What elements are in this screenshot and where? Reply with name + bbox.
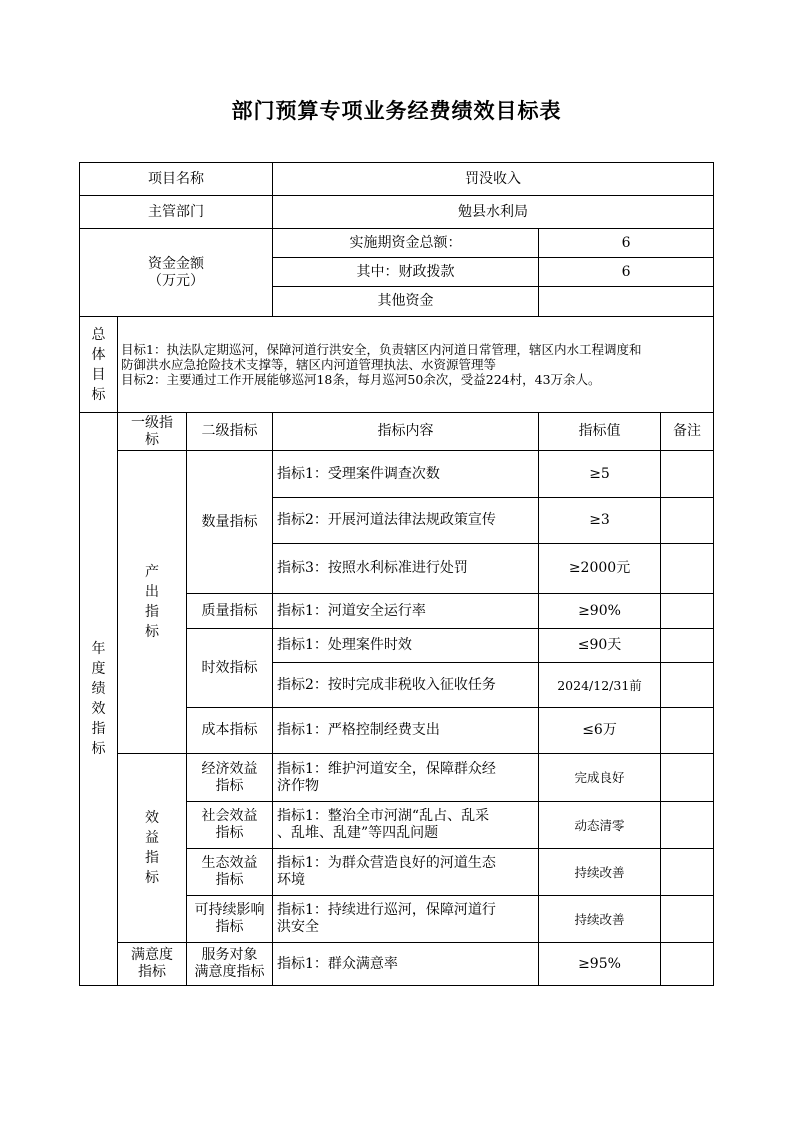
overall-goal-row [80,317,714,413]
content-line2: 济作物 [277,777,320,794]
funds-label [80,229,273,317]
department-label: 主管部门 [80,196,273,229]
timeliness-label: 时效指标 [187,629,273,708]
indicator-content: 指标2：开展河道法律法规政策宣传 [273,498,539,544]
economic-label-line2: 指标 [215,777,244,794]
indicator-content: 指标2：按时完成非税收入征收任务 [273,663,539,708]
header-level1 [118,413,187,451]
annual-label-char: 度 [91,661,106,677]
project-name-label: 项目名称 [80,163,273,196]
benefit-label-char: 益 [145,830,159,846]
funds-fiscal-value: 6 [539,258,714,287]
ecological-label-line1: 生态效益 [201,855,258,871]
header-level2: 二级指标 [187,413,273,451]
content-line1: 指标1：整治全市河湖“乱占、乱采 [277,808,490,824]
indicator-content [273,802,539,849]
funds-total-value: 6 [539,229,714,258]
funds-label-line2: （万元） [148,272,204,289]
indicator-remark [661,708,714,754]
header-remark: 备注 [661,413,714,451]
indicator-value: ≥2000元 [539,544,661,594]
social-label-line1: 社会效益 [201,808,258,824]
benefit-indicators-label [118,754,187,943]
indicator-remark [661,451,714,498]
indicator-content: 指标1：严格控制经费支出 [273,708,539,754]
department-row [80,196,714,229]
indicator-value: 持续改善 [539,849,661,896]
cost-label: 成本指标 [187,708,273,754]
goal-line-1: 目标1：执法队定期巡河，保障河道行洪安全，负责辖区内河道日常管理，辖区内水工程调度和 [121,342,642,357]
ecological-label [187,849,273,896]
indicator-value: ≥5 [539,451,661,498]
funds-other-label: 其他资金 [273,287,539,317]
funds-fiscal-label: 其中：财政拨款 [273,258,539,287]
indicator-content: 指标3：按照水利标准进行处罚 [273,544,539,594]
sustainable-label-line2: 指标 [215,919,244,935]
indicator-value: ≤6万 [539,708,661,754]
overall-goal-char: 目 [91,366,106,383]
overall-goal-char: 标 [91,386,106,403]
funds-label-line1: 资金金额 [148,255,204,272]
overall-goal-label [80,317,118,413]
indicator-value: 持续改善 [539,896,661,943]
economic-label [187,754,273,802]
annual-label-char: 年 [91,641,106,657]
header-level1-line1: 一级指 [131,414,173,431]
indicator-value: ≥90% [539,594,661,629]
satisfaction-label [118,943,187,986]
indicator-content [273,754,539,802]
indicator-remark [661,544,714,594]
indicator-remark [661,943,714,986]
indicator-value: 2024/12/31前 [539,663,661,708]
indicator-value: 完成良好 [539,754,661,802]
satisfaction-label-line2: 指标 [138,964,166,980]
department-value: 勉县水利局 [273,196,714,229]
indicator-remark [661,594,714,629]
service-satisfaction-line1: 服务对象 [201,947,258,963]
performance-table [79,162,714,986]
project-row [80,163,714,196]
project-name-value: 罚没收入 [273,163,714,196]
annual-label-char: 效 [91,701,106,717]
content-line2: 环境 [277,872,306,888]
indicator-value: ≥95% [539,943,661,986]
indicator-value: ≤90天 [539,629,661,663]
content-line1: 指标1：持续进行巡河，保障河道行 [277,902,496,918]
header-level1-line2: 标 [145,431,159,448]
service-satisfaction-label [187,943,273,986]
indicator-content: 指标1：群众满意率 [273,943,539,986]
ecological-label-line2: 指标 [215,872,244,888]
annual-label-char: 指 [91,721,106,737]
benefit-label-char: 标 [145,870,159,886]
annual-indicators-label [80,413,118,986]
indicator-value: 动态清零 [539,802,661,849]
service-satisfaction-line2: 满意度指标 [194,964,265,980]
output-label-char: 指 [145,604,159,620]
social-label [187,802,273,849]
satisfaction-label-line1: 满意度 [131,947,173,963]
quality-label: 质量指标 [187,594,273,629]
benefit-label-char: 指 [145,850,159,866]
economic-label-line1: 经济效益 [201,760,258,777]
indicator-value: ≥3 [539,498,661,544]
indicator-content: 指标1：河道安全运行率 [273,594,539,629]
indicator-remark [661,802,714,849]
sustainable-label-line1: 可持续影响 [194,902,265,918]
benefit-label-char: 效 [145,810,159,826]
output-label-char: 出 [145,584,159,600]
social-label-line2: 指标 [215,825,244,841]
indicator-content [273,849,539,896]
sustainable-label [187,896,273,943]
funds-total-row [80,229,714,258]
content-line1: 指标1：维护河道安全，保障群众经 [277,760,496,777]
annual-label-char: 绩 [91,681,106,697]
table-row [80,943,714,986]
indicator-remark [661,896,714,943]
table-row [80,754,714,802]
content-line2: 、乱堆、乱建”等四乱问题 [277,825,439,841]
indicator-content: 指标1：受理案件调查次数 [273,451,539,498]
quantity-label: 数量指标 [187,451,273,594]
indicator-content: 指标1：处理案件时效 [273,629,539,663]
header-content: 指标内容 [273,413,539,451]
indicator-remark [661,498,714,544]
output-indicators-label [118,451,187,754]
page-title: 部门预算专项业务经费绩效目标表 [231,98,562,123]
funds-other-value [539,287,714,317]
table-row [80,451,714,498]
indicator-header-row [80,413,714,451]
indicator-remark [661,849,714,896]
overall-goal-char: 总 [91,326,106,343]
indicator-remark [661,754,714,802]
overall-goal-char: 体 [91,346,106,363]
content-line1: 指标1：为群众营造良好的河道生态 [277,855,496,871]
indicator-remark [661,629,714,663]
indicator-content [273,896,539,943]
header-value: 指标值 [539,413,661,451]
content-line2: 洪安全 [277,919,320,935]
funds-total-label: 实施期资金总额： [273,229,539,258]
goal-line-3: 目标2：主要通过工作开展能够巡河18条，每月巡河50余次，受益224村，43万余人。 [121,372,601,387]
output-label-char: 产 [145,564,159,580]
annual-label-char: 标 [91,741,106,757]
indicator-remark [661,663,714,708]
goal-line-2: 防御洪水应急抢险技术支撑等，辖区内河道管理执法、水资源管理等 [121,357,497,372]
overall-goal-text [118,317,714,413]
output-label-char: 标 [145,624,159,640]
